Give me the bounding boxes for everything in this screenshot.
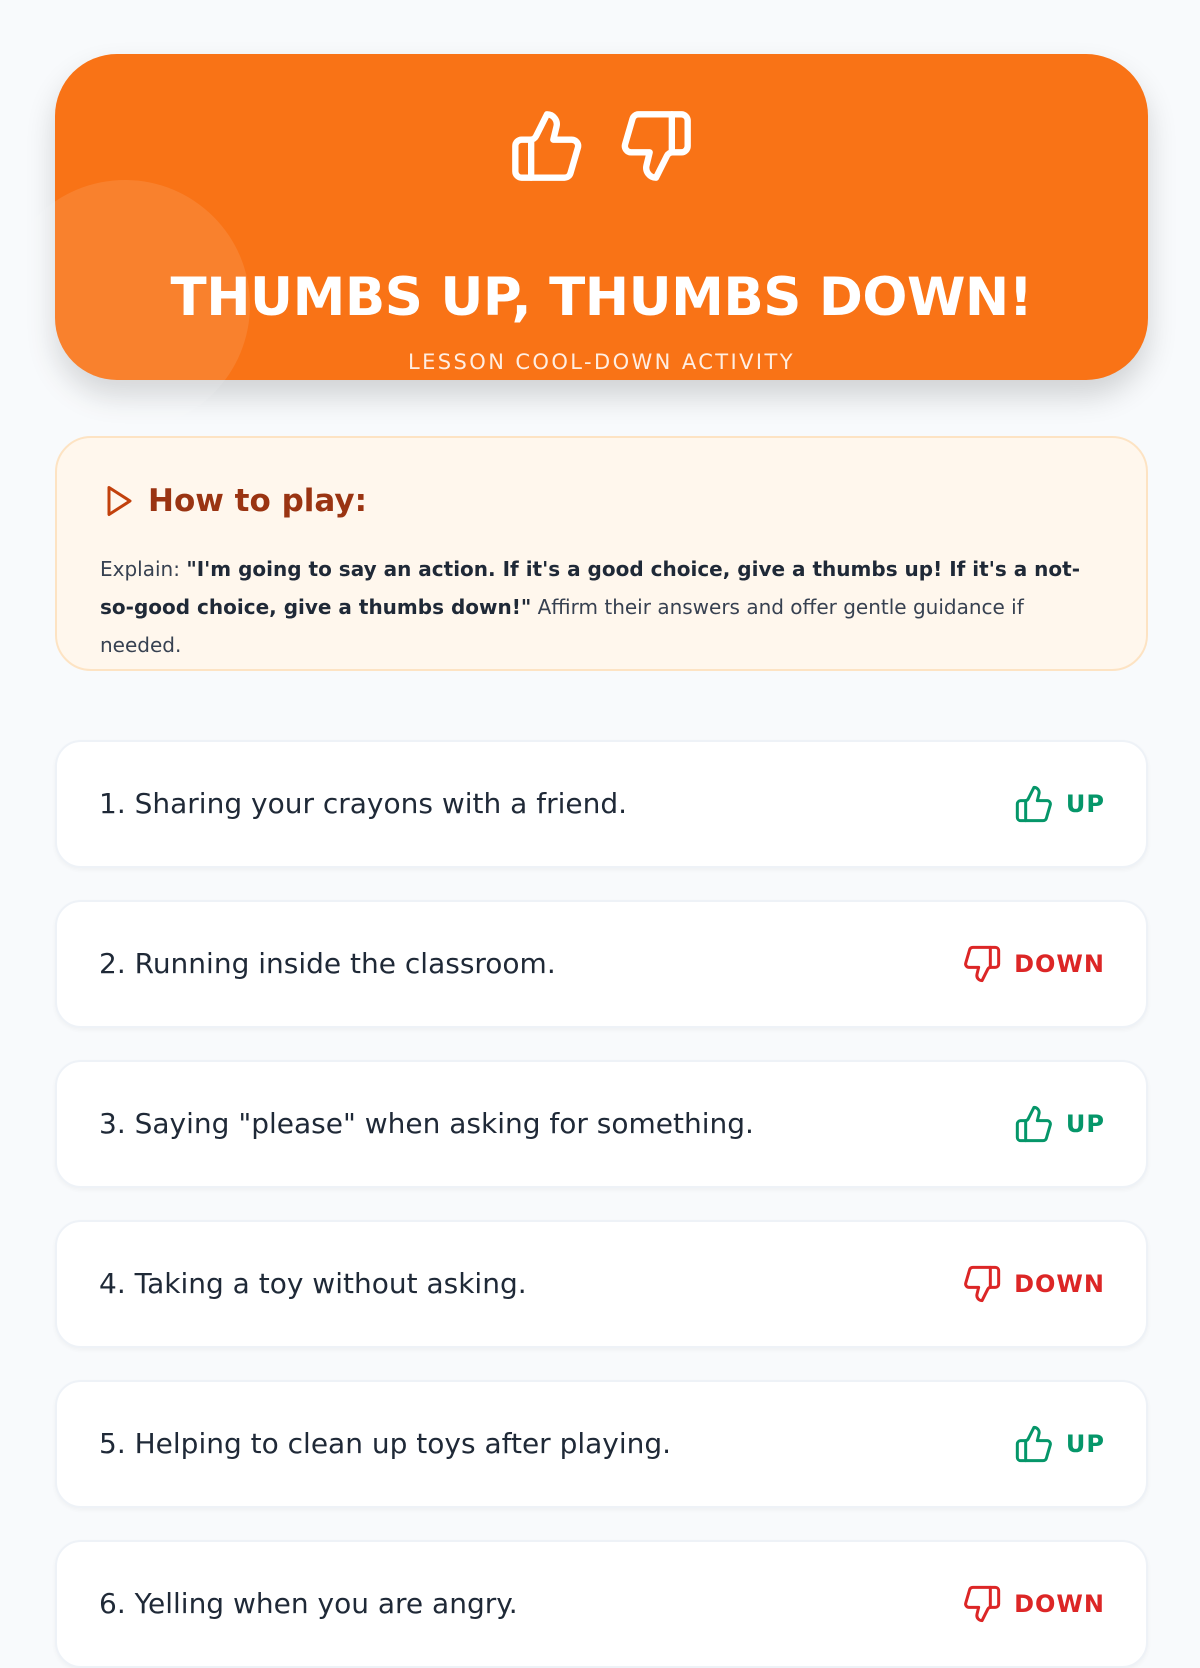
list-item — [55, 1380, 1148, 1508]
answer-label: UP — [1065, 790, 1105, 818]
thumbs-up-icon — [509, 108, 585, 184]
item-text: 5. Helping to clean up toys after playing. — [99, 1427, 672, 1460]
instructions-lead: Explain: — [100, 557, 180, 581]
instructions-followup: Affirm their answers and offer gentle guidance if needed. — [100, 595, 1024, 657]
answer-badge — [1014, 742, 1105, 866]
answer-label: UP — [1065, 1110, 1105, 1138]
how-to-play-instructions — [100, 550, 1110, 664]
thumbs-down-icon — [962, 1584, 1002, 1624]
answer-badge — [962, 902, 1105, 1026]
answer-badge — [962, 1542, 1105, 1666]
how-to-play-title: How to play: — [148, 483, 367, 519]
item-text: 3. Saying "please" when asking for something. — [99, 1107, 754, 1140]
item-text: 6. Yelling when you are angry. — [99, 1587, 518, 1620]
item-text: 2. Running inside the classroom. — [99, 947, 556, 980]
thumbs-up-icon — [1014, 1104, 1054, 1144]
answer-badge — [1014, 1062, 1105, 1186]
thumbs-up-icon — [1014, 784, 1054, 824]
answer-label: UP — [1065, 1430, 1105, 1458]
page-subtitle: LESSON COOL-DOWN ACTIVITY — [408, 350, 795, 374]
answer-badge — [1014, 1382, 1105, 1506]
how-to-play-panel — [55, 436, 1148, 671]
list-item — [55, 900, 1148, 1028]
play-icon — [100, 483, 136, 519]
answer-label: DOWN — [1014, 950, 1105, 978]
item-text: 1. Sharing your crayons with a friend. — [99, 787, 628, 820]
instructions-quote: "I'm going to say an action. If it's a good choice, give a thumbs up! If it's a not-so-good choice, give a thumbs down!" — [100, 557, 1081, 619]
item-text: 4. Taking a toy without asking. — [99, 1267, 527, 1300]
thumbs-down-icon — [618, 108, 694, 184]
list-item — [55, 740, 1148, 868]
answer-label: DOWN — [1014, 1270, 1105, 1298]
list-item — [55, 1540, 1148, 1668]
hero-icons — [55, 108, 1148, 184]
list-item — [55, 1060, 1148, 1188]
thumbs-down-icon — [962, 944, 1002, 984]
answer-label: DOWN — [1014, 1590, 1105, 1618]
thumbs-up-icon — [1014, 1424, 1054, 1464]
how-to-play-header — [100, 483, 367, 519]
list-item — [55, 1220, 1148, 1348]
thumbs-down-icon — [962, 1264, 1002, 1304]
hero-banner — [55, 54, 1148, 380]
page-title: THUMBS UP, THUMBS DOWN! — [170, 267, 1033, 328]
answer-badge — [962, 1222, 1105, 1346]
